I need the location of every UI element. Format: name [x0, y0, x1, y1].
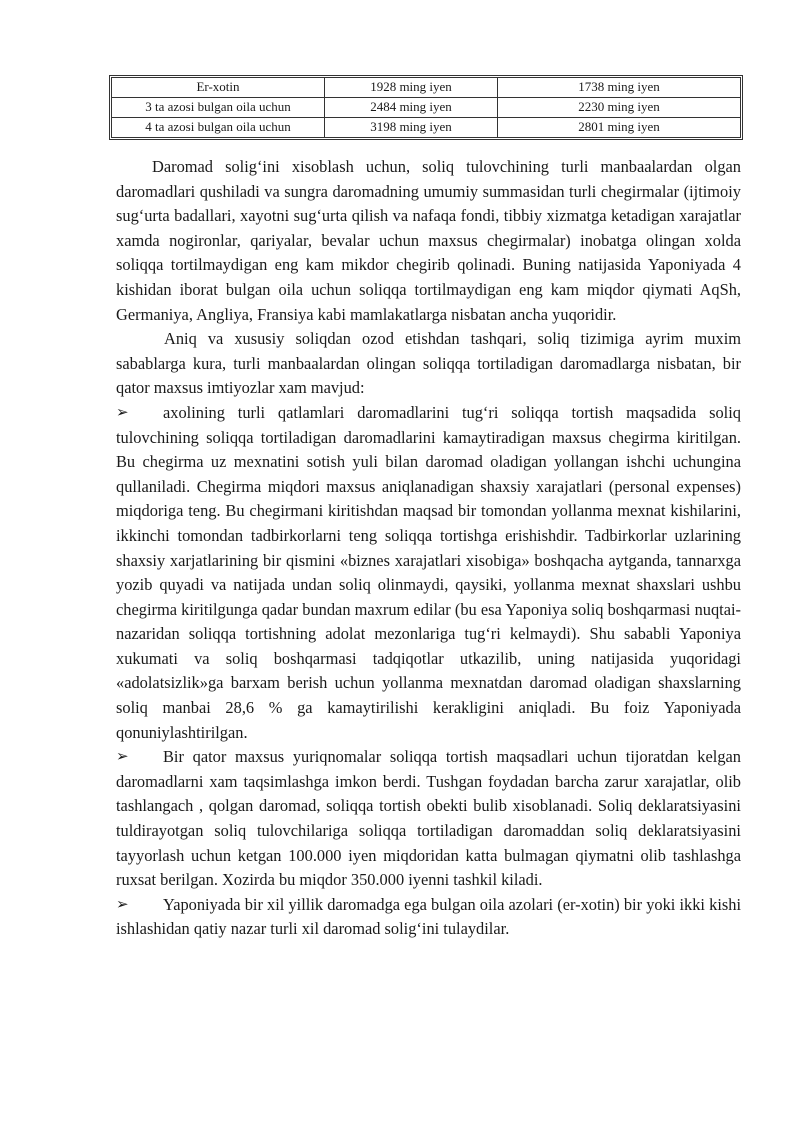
body-text: [116, 155, 741, 942]
bullet-item: [116, 401, 741, 745]
arrow-bullet-icon: ➢: [116, 404, 129, 421]
table-row: [112, 78, 741, 98]
bullet-text: axolining turli qatlamlari daromadlarini tug‘ri soliqqa tortish maqsadida soliq tulovchining soliqqa tortiladigan daromadlarini kamaytiradigan maxsus chegirma kiritilgan. Bu chegirma uz mexnatini sotish yuli bilan daromad oladigan yollangan ishchi uchungina qullaniladi. Chegirma miqdori maxsus aniqlanadigan shaxsiy xarajatlari (personal expenses) miqdoriga teng. Bu chegirmani kiritishdan maqsad bir tomondan yollanma mexnat kishilarini, ikkinchi tomondan tadbirkorlarni teng soliqqa tortishga erishishdir. Tadbirkorlar uzlarining shaxsiy xarjatlarining bir qismini «biznes xarajatlari xisobiga» boshqacha aytganda, tannarxga yozib quyadi va natijada undan soliq olinmaydi, qaysiki, yollanma mexnat shaxslari ushbu chegirma kiritilgunga qadar bundan maxrum edilar (bu esa Yaponiya soliq boshqarmasi nuqtai-nazaridan soliqqa tortishning adolat mezonlariga tug‘ri kelmaydi). Shu sababli Yaponiya xukumati va soliq boshqarmasi tadqiqotlar utkazilib, uning natijasida yuqoridagi «adolatsizlik»ga barxam berish uchun yollanma mexnatdan daromad oladigan shaxslarning soliq manbai 28,6 % ga kamaytirilishi kerakligini aniqladi. Bu foiz Yaponiyada qonuniylashtirilgan.: [116, 402, 741, 742]
bullet-item: [116, 893, 741, 942]
table-row: [112, 98, 741, 118]
arrow-bullet-icon: ➢: [116, 896, 129, 913]
table-cell: 4 ta azosi bulgan oila uchun: [112, 118, 325, 138]
table-cell: 2801 ming iyen: [498, 118, 741, 138]
bullet-text: Bir qator maxsus yuriqnomalar soliqqa tortish maqsadlari uchun tijoratdan kelgan daromadlarni xam taqsimlashga imkon berdi. Tushgan foydadan barcha zarur xarajatlar, olib tashlangach , qolgan daromad, soliqqa tortish obekti bulib xisoblanadi. Soliq deklaratsiyasini tuldirayotgan soliq tulovchilariga soliqqa tortiladigan daromaddan soliq deklaratsiyasini tayyorlash uchun ketgan 100.000 iyen miqdoridan katta bulmagan qiymatni olib tashlashga ruxsat berilgan. Xozirda bu miqdor 350.000 iyenni tashkil kiladi.: [116, 747, 741, 890]
table-row: [112, 118, 741, 138]
table-cell: 1928 ming iyen: [325, 78, 498, 98]
paragraph: Aniq va xususiy soliqdan ozod etishdan tashqari, soliq tizimiga ayrim muxim sabablarga kura, turli manbaalardan olingan soliqqa tortiladigan daromadlarga nisbatan, bir qator maxsus imtiyozlar xam mavjud:: [116, 329, 741, 398]
paragraph: Daromad solig‘ini xisoblash uchun, soliq tulovchining turli manbaalardan olgan daromadlari qushiladi va sungra daromadning umumiy summasidan turli chegirmalar (ijtimoiy sug‘urta badallari, xayotni sug‘urta qilish va nafaqa fondi, tibbiy xizmatga ketadigan xarajatlar xamda nogironlar, qariyalar, bevalar uchun maxsus chegirmalar) inobatga olingan xolda soliqqa tortilmaydigan eng kam mikdor chegirib qolinadi. Buning natijasida Yaponiyada 4 kishidan iborat bulgan oila uchun soliqqa tortilmaydigan eng kam miqdor qiymati AqSh, Germaniya, Angliya, Fransiya kabi mamlakatlarga nisbatan ancha yuqoridir.: [116, 157, 741, 324]
bullet-item: [116, 745, 741, 893]
income-table: [111, 77, 741, 138]
bullet-text: Yaponiyada bir xil yillik daromadga ega bulgan oila azolari (er-xotin) bir yoki ikki kishi ishlashidan qatiy nazar turli xil daromad solig‘ini tulaydilar.: [116, 894, 741, 939]
table-cell: 3 ta azosi bulgan oila uchun: [112, 98, 325, 118]
table-cell: 1738 ming iyen: [498, 78, 741, 98]
arrow-bullet-icon: ➢: [116, 749, 129, 766]
table-cell: 2230 ming iyen: [498, 98, 741, 118]
table-cell: 3198 ming iyen: [325, 118, 498, 138]
table-cell: Er-xotin: [112, 78, 325, 98]
table-cell: 2484 ming iyen: [325, 98, 498, 118]
